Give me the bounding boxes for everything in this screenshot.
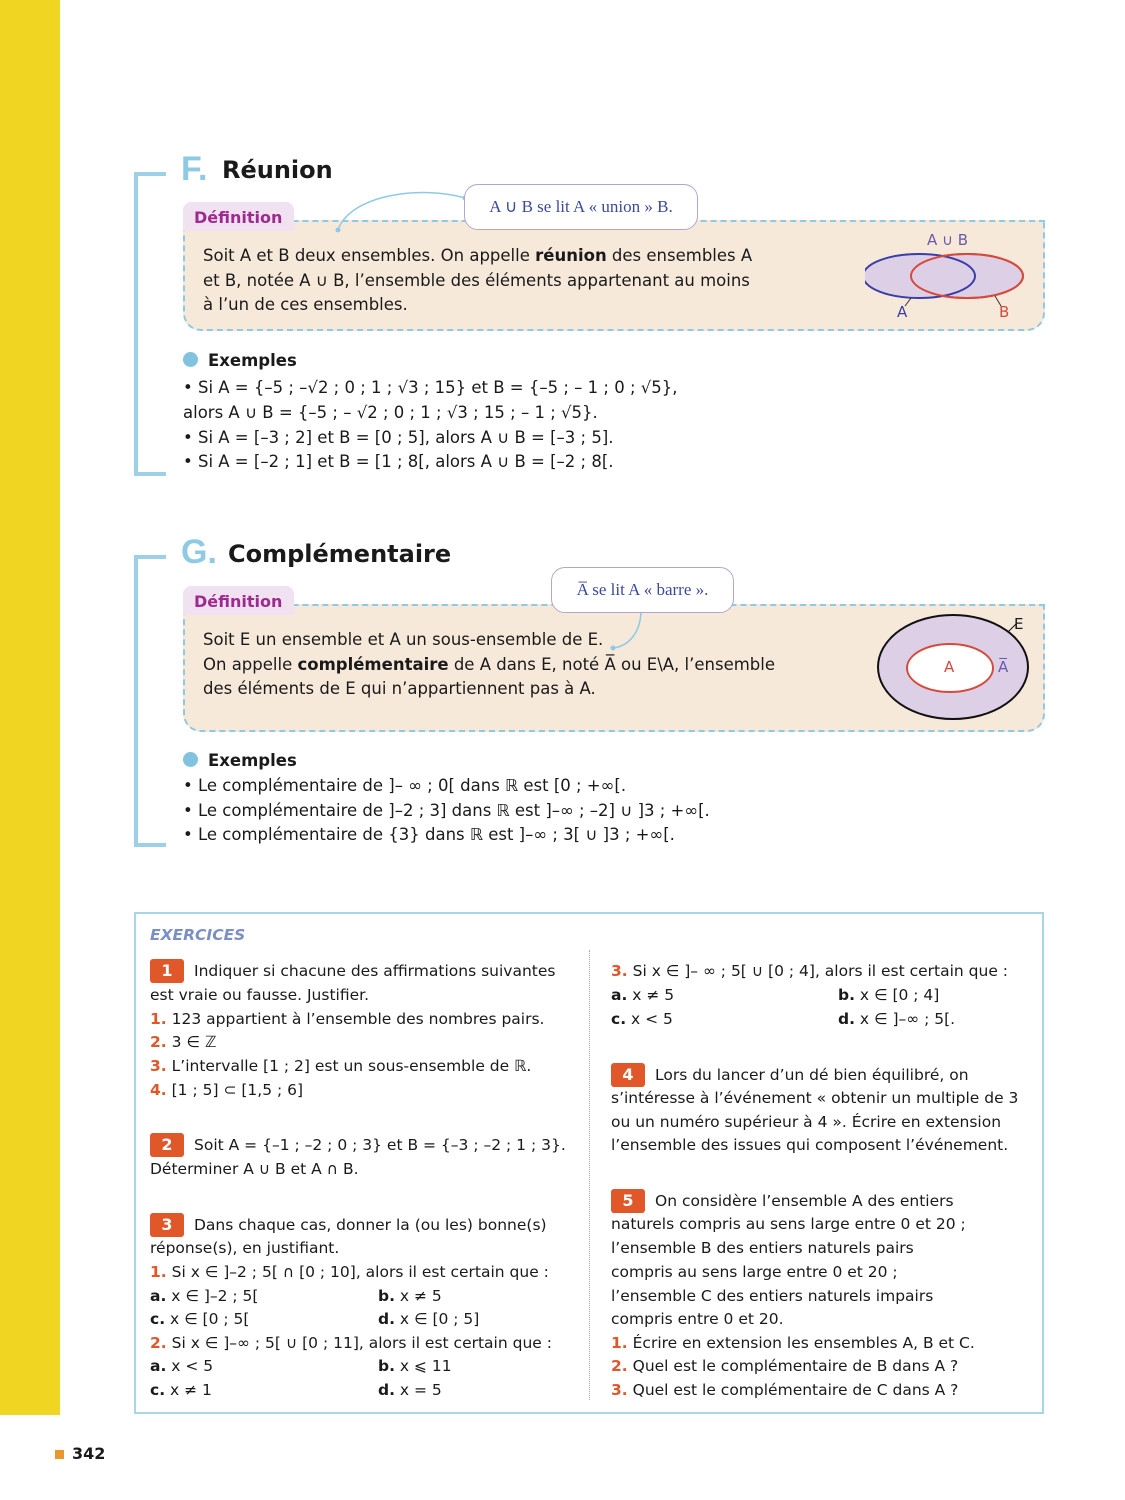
section-f-letter: F.: [181, 150, 208, 188]
exercise-1-item-1: 1. 123 appartient à l’ensemble des nombres pairs.: [150, 1010, 545, 1028]
page-number: 342: [55, 1444, 105, 1463]
q3-option-a: a. x ≠ 5: [611, 986, 675, 1004]
examples-heading-g: Exemples: [183, 751, 297, 770]
page-marker-icon: [55, 1450, 64, 1459]
exercise-1-item-4: 4. [1 ; 5] ⊂ [1,5 ; 6]: [150, 1081, 304, 1099]
q2-option-b: b. x ⩽ 11: [378, 1357, 452, 1375]
exercise-1-line-1: 1 Indiquer si chacune des affirmations suivantes: [150, 959, 555, 983]
exercise-5-line-3: l’ensemble B des entiers naturels pairs: [611, 1239, 914, 1257]
exercise-5-line-5: l’ensemble C des entiers naturels impairs: [611, 1287, 934, 1305]
example-f-4: • Si A = [–2 ; 1] et B = [1 ; 8[, alors A ∪ B = [–2 ; 8[.: [183, 452, 614, 471]
example-g-2: • Le complémentaire de ]–2 ; 3] dans ℝ est ]–∞ ; –2] ∪ ]3 ; +∞[.: [183, 801, 710, 820]
q1-option-a: a. x ∈ ]–2 ; 5[: [150, 1287, 259, 1305]
exercise-5-line-1: 5 On considère l’ensemble A des entiers: [611, 1189, 954, 1213]
bullet-dot-icon: [183, 752, 198, 767]
exercise-4-line-1: 4 Lors du lancer d’un dé bien équilibré, on: [611, 1063, 969, 1087]
q3-option-d: d. x ∈ ]–∞ ; 5[.: [838, 1010, 956, 1028]
exercise-2-line-2: Déterminer A ∪ B et A ∩ B.: [150, 1160, 359, 1178]
exercise-5-item-3: 3. Quel est le complémentaire de C dans A ?: [611, 1381, 959, 1399]
q2-option-c: c. x ≠ 1: [150, 1381, 212, 1399]
exercise-5-item-1: 1. Écrire en extension les ensembles A, B et C.: [611, 1334, 975, 1352]
q2-option-a: a. x < 5: [150, 1357, 214, 1375]
definition-tab-g: Définition: [183, 586, 294, 615]
exercise-1-line-2: est vraie ou fausse. Justifier.: [150, 986, 370, 1004]
exercises-title: EXERCICES: [150, 926, 246, 944]
section-g-bracket: [134, 555, 166, 847]
exercise-2-badge: 2: [150, 1133, 184, 1157]
venn-label-a: A: [897, 303, 908, 321]
bubble-pointer-f: [330, 190, 470, 235]
column-separator: [589, 950, 590, 1400]
example-g-3: • Le complémentaire de {3} dans ℝ est ]–∞ ; 3[ ∪ ]3 ; +∞[.: [183, 825, 675, 844]
exercise-1-item-3: 3. L’intervalle [1 ; 2] est un sous-ensemble de ℝ.: [150, 1057, 532, 1075]
definition-text-f: Soit A et B deux ensembles. On appelle réunion des ensembles A et B, notée A ∪ B, l’ensemble des éléments appartenant au moins à l’un de ces ensembles.: [203, 246, 753, 314]
page-margin-band: [0, 0, 60, 1415]
example-f-3: • Si A = [–3 ; 2] et B = [0 ; 5], alors A ∪ B = [–3 ; 5].: [183, 428, 614, 447]
q3-option-b: b. x ∈ [0 ; 4]: [838, 986, 940, 1004]
exercise-4-line-3: ou un numéro supérieur à 4 ». Écrire en extension: [611, 1113, 1002, 1131]
q1-option-c: c. x ∈ [0 ; 5[: [150, 1310, 250, 1328]
diagram-label-abar: A̅: [998, 658, 1009, 676]
section-f-bracket: [134, 172, 166, 476]
exercise-3-line-1: 3 Dans chaque cas, donner la (ou les) bonne(s): [150, 1213, 547, 1237]
exercise-1-item-2: 2. 3 ∈ ℤ: [150, 1033, 217, 1051]
exercise-5-line-2: naturels compris au sens large entre 0 et 20 ;: [611, 1215, 966, 1233]
example-f-1: • Si A = {–5 ; –√2 ; 0 ; 1 ; √3 ; 15} et B = {–5 ; – 1 ; 0 ; √5},: [183, 378, 678, 397]
section-g-title: Complémentaire: [228, 540, 452, 568]
bullet-dot-icon: [183, 352, 198, 367]
section-g-letter: G.: [181, 533, 217, 571]
complement-reading-bubble: A̅ se lit A « barre ».: [551, 567, 734, 613]
union-reading-bubble: A ∪ B se lit A « union » B.: [464, 184, 698, 230]
q1-option-d: d. x ∈ [0 ; 5]: [378, 1310, 480, 1328]
exercise-1-badge: 1: [150, 959, 184, 983]
diagram-label-e: E: [1014, 615, 1024, 633]
exercise-3-badge: 3: [150, 1213, 184, 1237]
q1-option-b: b. x ≠ 5: [378, 1287, 442, 1305]
venn-set-a: [865, 254, 975, 298]
exercise-3-question-3: 3. Si x ∈ ]– ∞ ; 5[ ∪ [0 ; 4], alors il est certain que :: [611, 962, 1009, 980]
exercise-3-line-2: réponse(s), en justifiant.: [150, 1239, 340, 1257]
definition-text-g: Soit E un ensemble et A un sous-ensemble de E. On appelle complémentaire de A dans E, noté A̅ ou E\A, l’ensemble des éléments de E qui n’appartiennent pas à A.: [203, 630, 776, 698]
exercise-4-badge: 4: [611, 1063, 645, 1087]
q3-option-c: c. x < 5: [611, 1010, 673, 1028]
exercise-5-item-2: 2. Quel est le complémentaire de B dans A ?: [611, 1357, 959, 1375]
exercise-4-line-4: l’ensemble des issues qui composent l’événement.: [611, 1136, 1009, 1154]
exercise-2-line-1: 2 Soit A = {–1 ; –2 ; 0 ; 3} et B = {–3 ; –2 ; 1 ; 3}.: [150, 1133, 566, 1157]
section-f-title: Réunion: [222, 156, 333, 184]
definition-tab-f: Définition: [183, 202, 294, 231]
example-g-1: • Le complémentaire de ]– ∞ ; 0[ dans ℝ est [0 ; +∞[.: [183, 776, 627, 795]
exercise-3-question-2: 2. Si x ∈ ]–∞ ; 5[ ∪ [0 ; 11], alors il est certain que :: [150, 1334, 552, 1352]
exercise-3-question-1: 1. Si x ∈ ]–2 ; 5[ ∩ [0 ; 10], alors il est certain que :: [150, 1263, 549, 1281]
exercise-5-line-6: compris entre 0 et 20.: [611, 1310, 784, 1328]
example-f-2: alors A ∪ B = {–5 ; – √2 ; 0 ; 1 ; √3 ; 15 ; – 1 ; √5}.: [183, 403, 598, 422]
exercise-5-line-4: compris au sens large entre 0 et 20 ;: [611, 1263, 898, 1281]
examples-heading-f: Exemples: [183, 351, 297, 370]
q2-option-d: d. x = 5: [378, 1381, 442, 1399]
exercise-4-line-2: s’intéresse à l’événement « obtenir un multiple de 3: [611, 1089, 1019, 1107]
exercise-5-badge: 5: [611, 1189, 645, 1213]
venn-label-b: B: [999, 303, 1010, 321]
diagram-label-a: A: [944, 658, 955, 676]
venn-label-union: A ∪ B: [927, 231, 969, 249]
